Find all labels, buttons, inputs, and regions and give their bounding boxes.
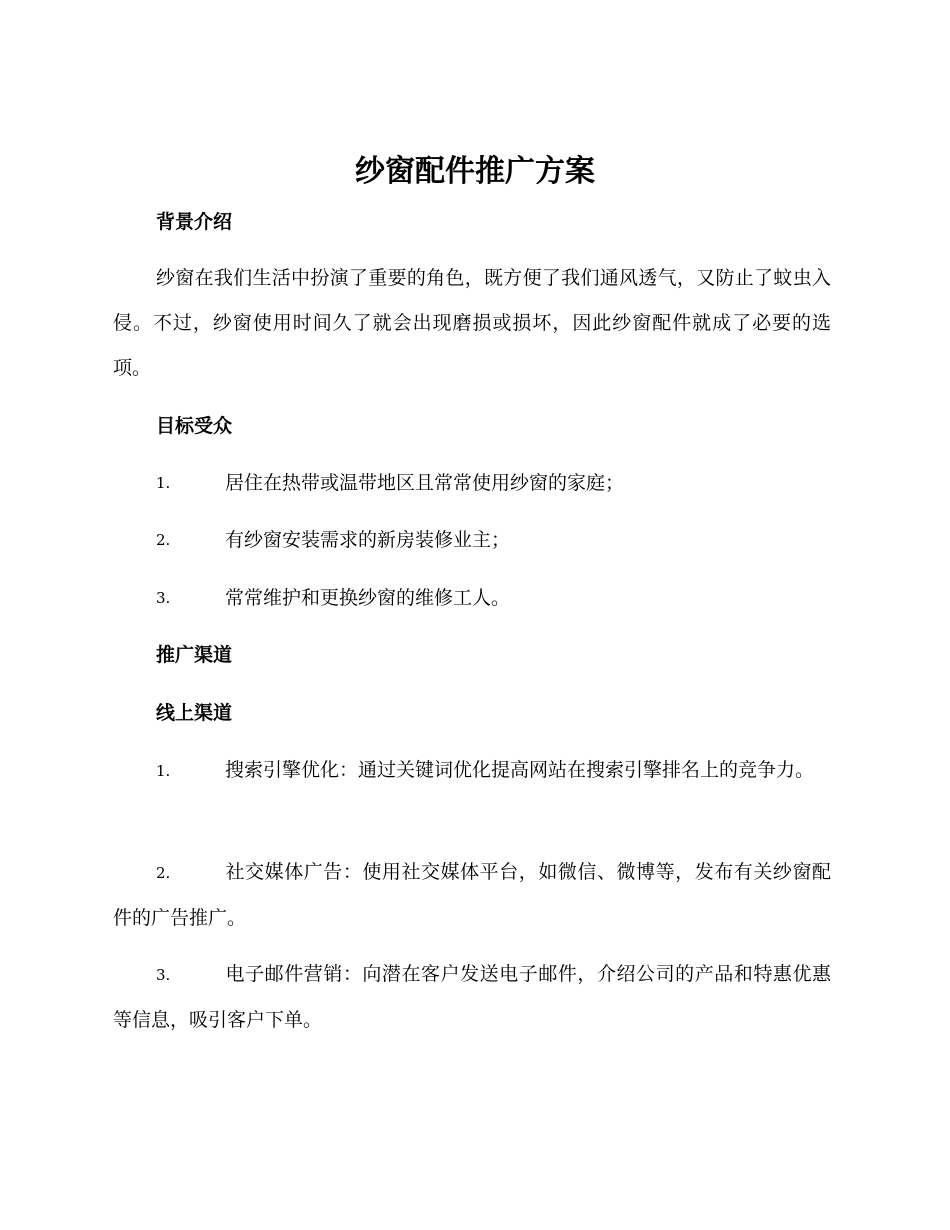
list-number: 3. xyxy=(156,966,171,984)
list-text: 电子邮件营销：向潜在客户发送电子邮件，介绍公司的产品和特惠优惠等信息，吸引客户下单。 xyxy=(113,963,831,1031)
list-number: 1. xyxy=(156,762,171,780)
background-paragraph: 纱窗在我们生活中扮演了重要的角色，既方便了我们通风透气，又防止了蚊虫入侵。不过，纱窗使用时间久了就会出现磨损或损坏，因此纱窗配件就成了必要的选项。 xyxy=(113,267,831,379)
subsection-heading-online: 线上渠道 xyxy=(156,702,233,724)
audience-list-item xyxy=(113,461,831,506)
online-channel-item xyxy=(113,850,831,941)
list-text: 居住在热带或温带地区且常常使用纱窗的家庭； xyxy=(225,472,625,494)
list-text: 常常维护和更换纱窗的维修工人。 xyxy=(225,587,511,609)
online-channel-item xyxy=(113,748,831,794)
list-text: 社交媒体广告：使用社交媒体平台，如微信、微博等，发布有关纱窗配件的广告推广。 xyxy=(113,861,831,929)
section-heading-channels: 推广渠道 xyxy=(156,644,233,666)
list-number: 2. xyxy=(156,864,171,882)
list-number: 2. xyxy=(156,531,171,549)
list-number: 1. xyxy=(156,474,171,492)
section-heading-background: 背景介绍 xyxy=(156,211,233,233)
list-number: 3. xyxy=(156,589,171,607)
online-channel-item xyxy=(113,952,831,1043)
audience-list-item xyxy=(113,518,831,563)
list-text: 搜索引擎优化：通过关键词优化提高网站在搜索引擎排名上的竞争力。 xyxy=(225,759,815,781)
audience-list-item xyxy=(113,576,831,621)
page-title: 纱窗配件推广方案 xyxy=(355,154,595,189)
section-heading-audience: 目标受众 xyxy=(156,415,233,437)
list-text: 有纱窗安装需求的新房装修业主； xyxy=(225,529,511,551)
